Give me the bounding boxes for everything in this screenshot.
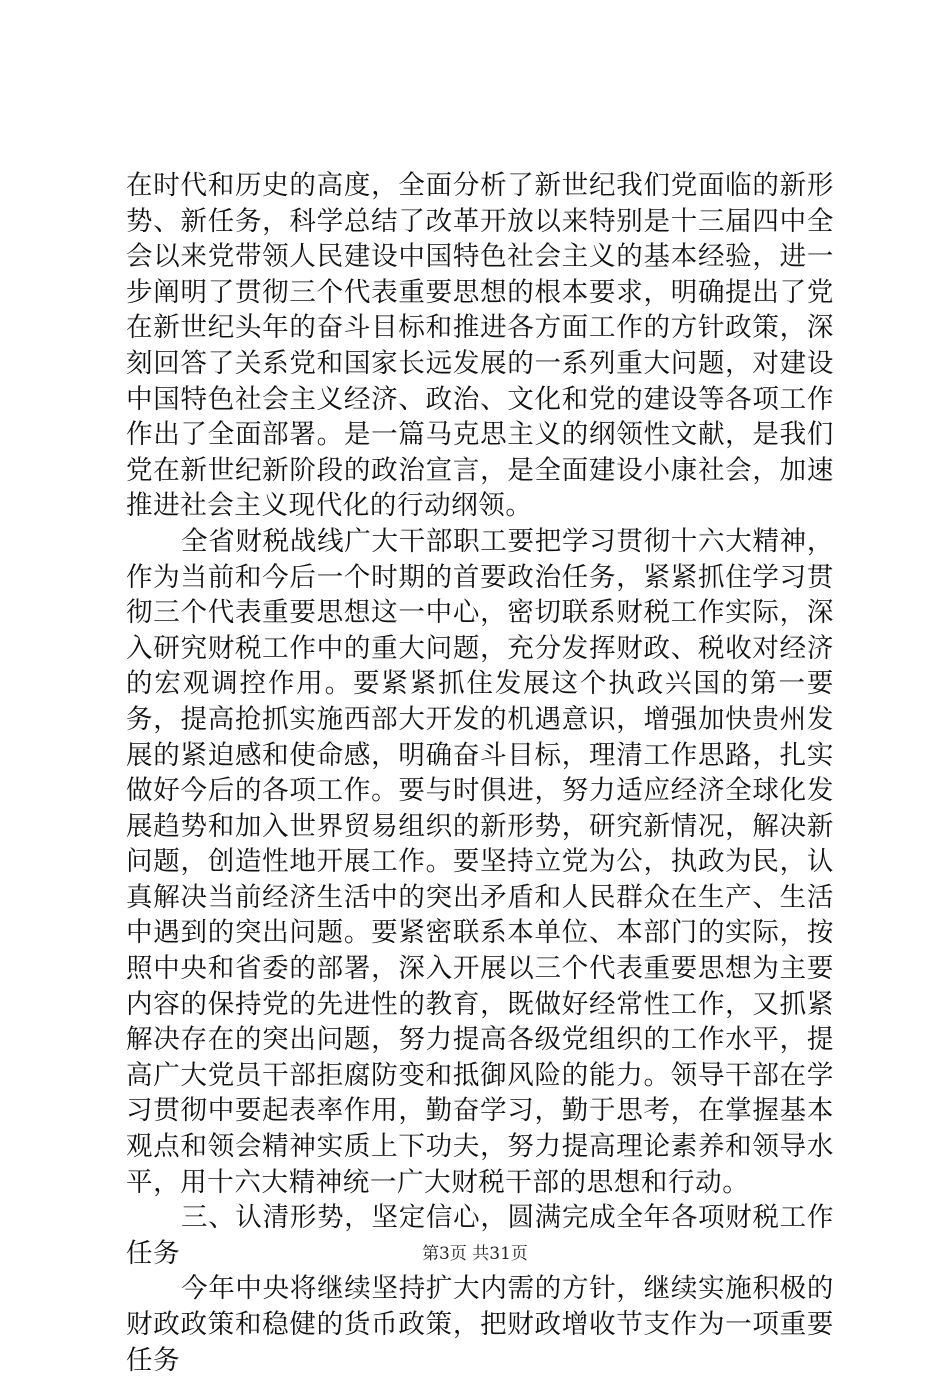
paragraph-continued: 在时代和历史的高度，全面分析了新世纪我们党面临的新形势、新任务，科学总结了改革开放以来特别是十三届四中全会以来党带领人民建设中国特色社会主义的基本经验，进一步阐明了贯彻三个代表重要思想的根本要求，明确提出了党在新世纪头年的奋斗目标和推进各方面工作的方针政策，深刻回答了关系党和国家长远发展的一系列重大问题，对建设中国特色社会主义经济、政治、文化和党的建设等各项工作作出了全面部署。是一篇马克思主义的纲领性文献，是我们党在新世纪新阶段的政治宣言，是全面建设小康社会，加速推进社会主义现代化的行动纲领。 (126, 170, 834, 522)
page-number-footer: 第3页 共31页 (422, 1244, 528, 1264)
paragraph-study-spirit: 全省财税战线广大干部职工要把学习贯彻十六大精神，作为当前和今后一个时期的首要政治任务，紧紧抓住学习贯彻三个代表重要思想这一中心，密切联系财税工作实际，深入研究财税工作中的重大问题，充分发挥财政、税收对经济的宏观调控作用。要紧紧抓住发展这个执政兴国的第一要务，提高抢抓实施西部大开发的机遇意识，增强加快贵州发展的紧迫感和使命感，明确奋斗目标，理清工作思路，扎实做好今后的各项工作。要与时俱进，努力适应经济全球化发展趋势和加入世界贸易组织的新形势，研究新情况，解决新问题，创造性地开展工作。要坚持立党为公，执政为民，认真解决当前经济生活中的突出矛盾和人民群众在生产、生活中遇到的突出问题。要紧密联系本单位、本部门的实际，按照中央和省委的部署，深入开展以三个代表重要思想为主要内容的保持党的先进性的教育，既做好经常性工作，又抓紧解决存在的突出问题，努力提高各级党组织的工作水平，提高广大党员干部拒腐防变和抵御风险的能力。领导干部在学习贯彻中要起表率作用，勤奋学习，勤于思考，在掌握基本观点和领会精神实质上下功夫，努力提高理论素养和领导水平，用十六大精神统一广大财税干部的思想和行动。 (126, 525, 834, 1198)
section-heading: 三、认清形势，坚定信心，圆满完成全年各项财税工作任务 (126, 1202, 834, 1269)
document-body (126, 168, 834, 1378)
paragraph-policy: 今年中央将继续坚持扩大内需的方针，继续实施积极的财政政策和稳健的货币政策，把财政增收节支作为一项重要任务 (126, 1273, 834, 1376)
